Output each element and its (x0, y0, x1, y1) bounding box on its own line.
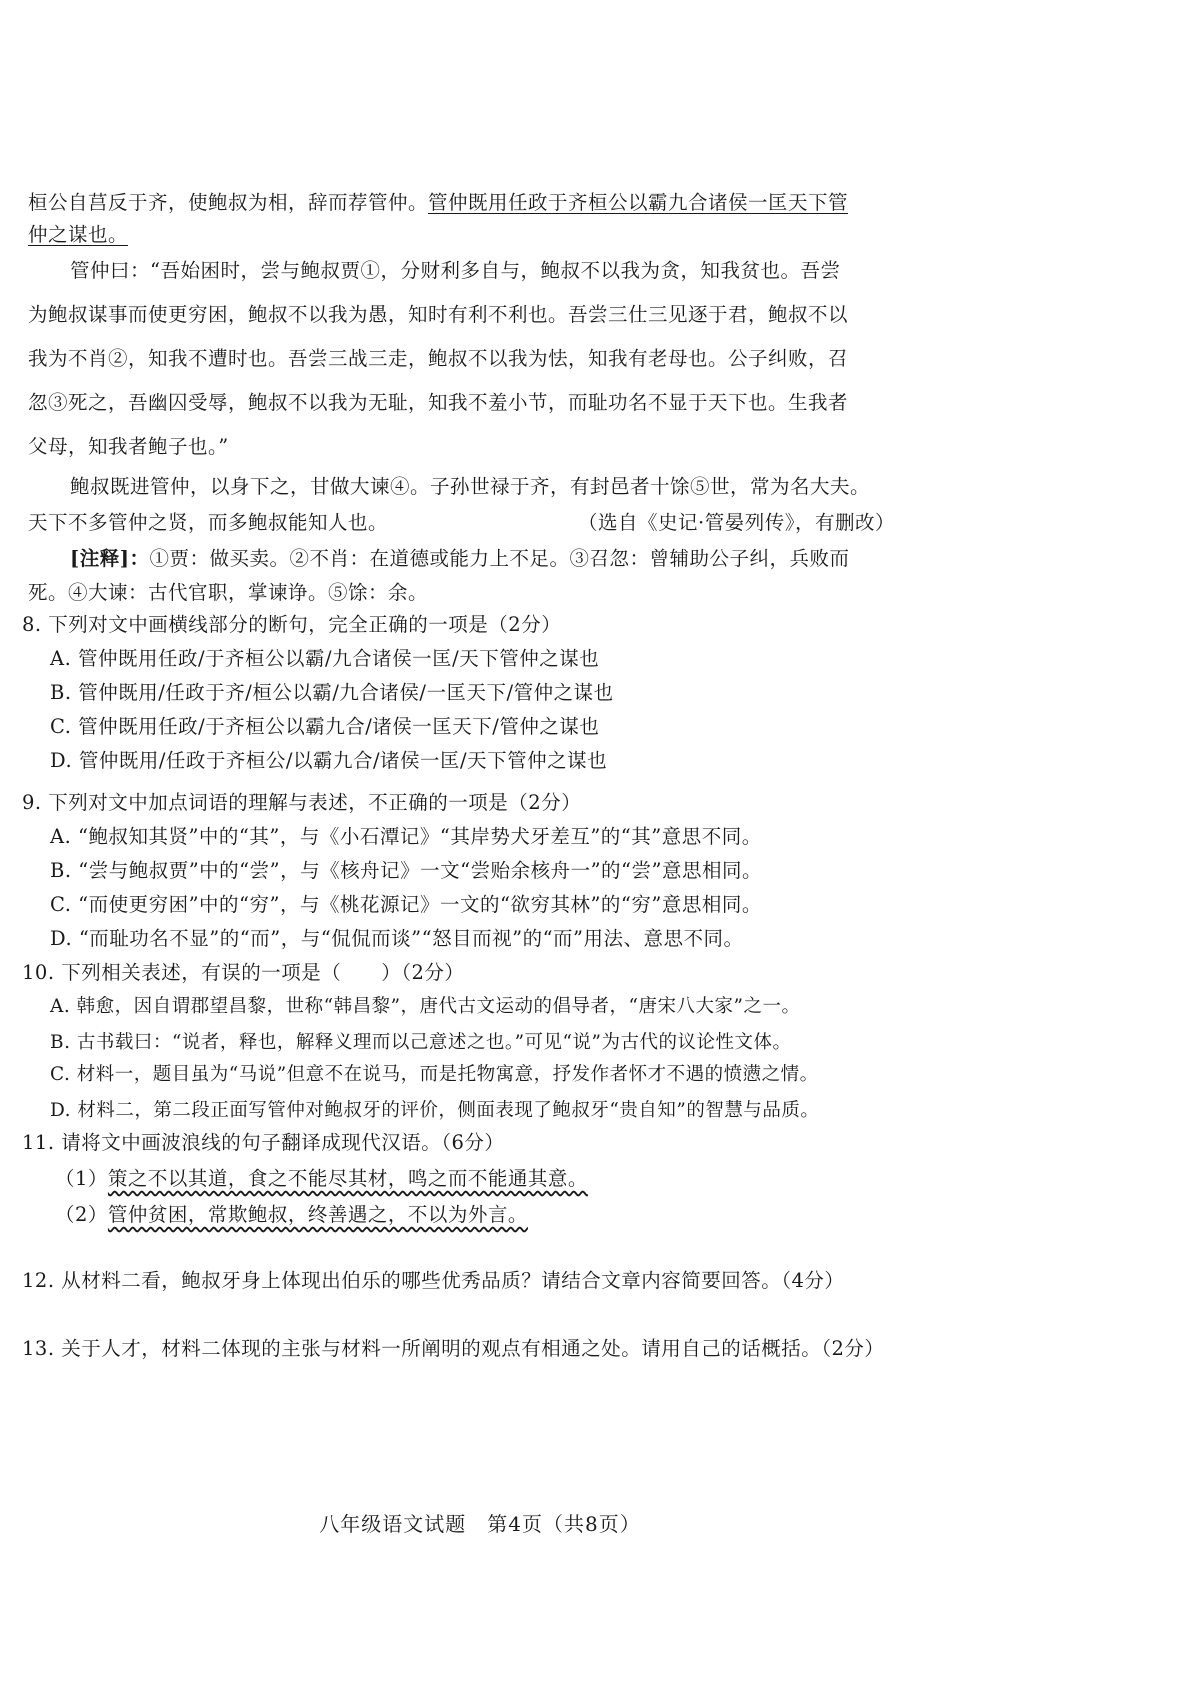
question-8-option-b: B. 管仲既用/任政于齐/桓公以霸/九合诸侯/一匡天下/管仲之谋也 (50, 681, 614, 704)
underlined-sentence: 仲之谋也。 (28, 223, 129, 246)
passage-line: 鲍叔既进管仲，以身下之，甘做大谏④。子孙世禄于齐，有封邑者十馀⑤世，常为名大夫。 (70, 475, 871, 498)
passage-line: 我为不肖②，知我不遭时也。吾尝三战三走，鲍叔不以我为怯，知我有老母也。公子纠败，召 (28, 347, 849, 370)
passage-text: 天下不多管仲之贤，而多鲍叔能知人也。 (28, 511, 389, 534)
question-12-stem: 12. 从材料二看，鲍叔牙身上体现出伯乐的哪些优秀品质？请结合文章内容简要回答。（4分） (22, 1269, 845, 1292)
source-citation: （选自《史记·管晏列传》，有删改） (578, 511, 895, 534)
question-11-stem: 11. 请将文中画波浪线的句子翻译成现代汉语。（6分） (22, 1131, 505, 1154)
passage-text: 桓公自莒反于齐，使鲍叔为相，辞而荐管仲。 (28, 191, 429, 214)
question-11-sentence-2 (55, 1202, 528, 1228)
question-9-option-c: C. “而使更穷困”中的“穷”，与《桃花源记》一文的“欲穷其林”的“穷”意思相同。 (50, 893, 762, 916)
question-13-stem: 13. 关于人才，材料二体现的主张与材料一所阐明的观点有相通之处。请用自己的话概括。（2分） (22, 1337, 885, 1360)
question-9-option-b: B. “尝与鲍叔贾”中的“尝”，与《核舟记》一文“尝贻余核舟一”的“尝”意思相同。 (50, 859, 762, 882)
question-8-option-c: C. 管仲既用任政/于齐桓公以霸九合/诸侯一匡天下/管仲之谋也 (50, 715, 600, 738)
passage-line: 管仲曰：“吾始困时，尝与鲍叔贾①，分财利多自与，鲍叔不以我为贪，知我贫也。吾尝 (70, 259, 841, 282)
question-8-option-d: D. 管仲既用/任政于齐桓公/以霸九合/诸侯一匡/天下管仲之谋也 (50, 749, 608, 772)
question-10-option-a: A. 韩愈，因自谓郡望昌黎，世称“韩昌黎”，唐代古文运动的倡导者，“唐宋八大家”之一。 (50, 996, 801, 1017)
question-8-stem: 8. 下列对文中画横线部分的断句，完全正确的一项是（2分） (22, 613, 562, 636)
passage-line: 为鲍叔谋事而使更穷困，鲍叔不以我为愚，知时有利不利也。吾尝三仕三见逐于君，鲍叔不以 (28, 303, 849, 326)
question-9-option-a: A. “鲍叔知其贤”中的“其”，与《小石潭记》“其岸势犬牙差互”的“其”意思不同。 (50, 825, 762, 848)
question-8-option-a: A. 管仲既用任政/于齐桓公以霸/九合诸侯一匡/天下管仲之谋也 (50, 647, 600, 670)
passage-line: 忽③死之，吾幽囚受辱，鲍叔不以我为无耻，知我不羞小节，而耻功名不显于天下也。生我者 (28, 391, 849, 414)
page-footer: 八年级语文试题 第4页（共8页） (319, 1512, 641, 1536)
passage-line (28, 510, 388, 536)
notes-text: ①贾：做买卖。②不肖：在道德或能力上不足。③召忽：曾辅助公子纠，兵败而 (149, 547, 850, 570)
question-9-option-d: D. “而耻功名不显”的“而”，与“侃侃而谈”“怒目而视”的“而”用法、意思不同。 (50, 927, 744, 950)
underlined-sentence: 管仲既用任政于齐桓公以霸九合诸侯一匡天下管 (428, 191, 849, 214)
wavy-sentence: 管仲贫困，常欺鲍叔，终善遇之，不以为外言。 (107, 1203, 528, 1226)
wavy-sentence: 策之不以其道，食之不能尽其材，鸣之而不能通其意。 (107, 1167, 588, 1190)
passage-line (28, 190, 848, 216)
question-11-sentence-1 (55, 1166, 588, 1192)
question-10-option-c: C. 材料一，题目虽为“马说”但意不在说马，而是托物寓意，抒发作者怀才不遇的愤懑之情。 (50, 1064, 819, 1085)
passage-line: 父母，知我者鲍子也。” (28, 435, 229, 458)
question-10-stem: 10. 下列相关表述，有误的一项是（ ）（2分） (22, 961, 465, 984)
notes-line (70, 546, 849, 572)
notes-label: [注释]： (70, 547, 150, 570)
sentence-number: （2） (55, 1203, 108, 1226)
passage-line (28, 222, 128, 248)
question-10-option-d: D. 材料二，第二段正面写管仲对鲍叔牙的评价，侧面表现了鲍叔牙“贵自知”的智慧与品质。 (50, 1100, 820, 1121)
question-9-stem: 9. 下列对文中加点词语的理解与表述，不正确的一项是（2分） (22, 791, 582, 814)
sentence-number: （1） (55, 1167, 108, 1190)
notes-line: 死。④大谏：古代官职，掌谏诤。⑤馀：余。 (28, 581, 429, 604)
question-10-option-b: B. 古书载曰：“说者，释也，解释义理而以己意述之也。”可见“说”为古代的议论性文体。 (50, 1032, 792, 1053)
